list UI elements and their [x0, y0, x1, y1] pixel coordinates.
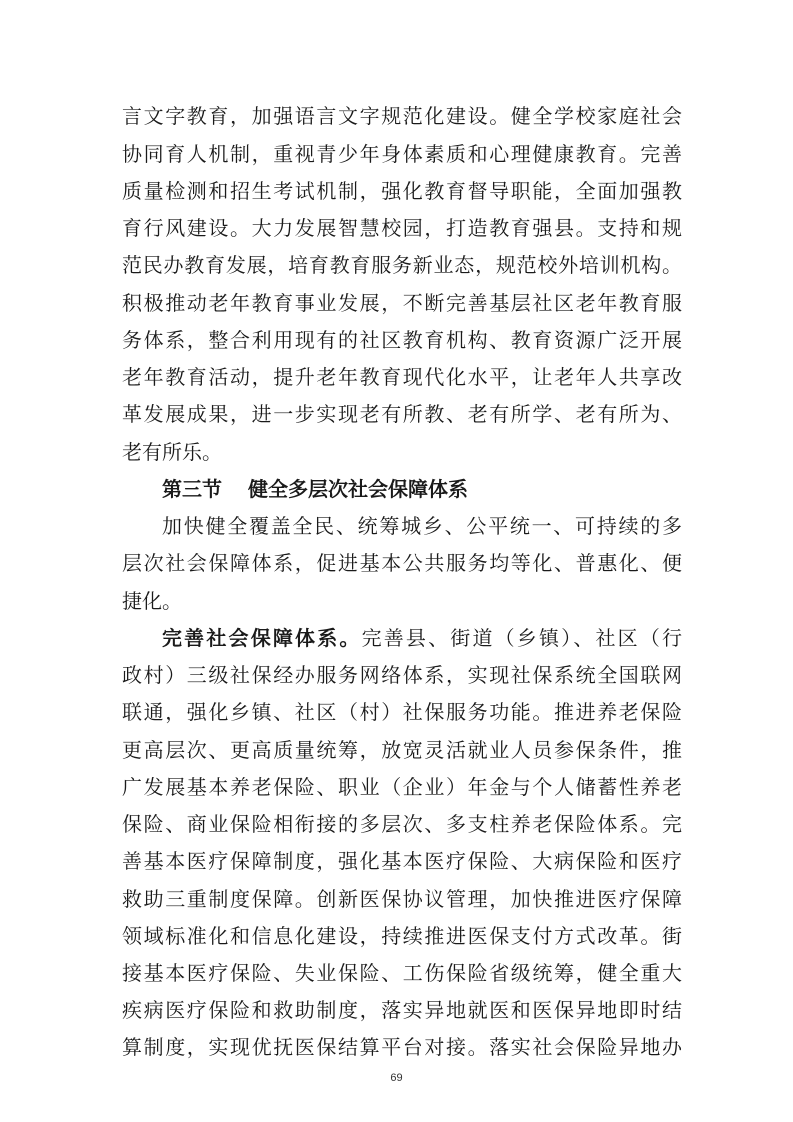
text-line: 革发展成果，进一步实现老有所教、老有所学、老有所为、: [122, 402, 682, 426]
section-heading: [162, 471, 468, 507]
paragraph-lead: 完善社会保障体系。: [162, 626, 362, 650]
paragraph-lead-rest: 完善县、街道（乡镇）、社区（行: [361, 626, 683, 650]
text-line: 更高层次、更高质量统筹，放宽灵活就业人员参保条件，推: [122, 738, 682, 762]
text-line: 联通，强化乡镇、社区（村）社保服务功能。推进养老保险: [122, 700, 682, 724]
text-line: 层次社会保障体系，促进基本公共服务均等化、普惠化、便: [122, 551, 682, 575]
text-line: 广发展基本养老保险、职业（企业）年金与个人储蓄性养老: [122, 775, 682, 799]
text-line: 政村）三级社保经办服务网络体系，实现社保系统全国联网: [122, 663, 682, 687]
text-line: 言文字教育，加强语言文字规范化建设。健全学校家庭社会: [122, 104, 682, 128]
text-line: 算制度，实现优抚医保结算平台对接。落实社会保险异地办: [122, 1035, 682, 1059]
text-line: 老有所乐。: [122, 440, 222, 464]
text-line: 接基本医疗保险、失业保险、工伤保险省级统筹，健全重大: [122, 961, 682, 985]
text-line: 质量检测和招生考试机制，强化教育督导职能，全面加强教: [122, 179, 682, 203]
section-number: 第三节: [162, 477, 222, 501]
text-line: 疾病医疗保险和救助制度，落实异地就医和医保异地即时结: [122, 998, 682, 1022]
section-title: 健全多层次社会保障体系: [248, 477, 468, 501]
text-line: 积极推动老年教育事业发展，不断完善基层社区老年教育服: [122, 291, 682, 315]
text-line: 老年教育活动，提升老年教育现代化水平，让老年人共享改: [122, 365, 682, 389]
text-line: 捷化。: [122, 589, 182, 613]
text-line: 协同育人机制，重视青少年身体素质和心理健康教育。完善: [122, 142, 682, 166]
text-line: [162, 620, 682, 656]
text-line: 务体系，整合利用现有的社区教育机构、教育资源广泛开展: [122, 328, 682, 352]
text-line: 育行风建设。大力发展智慧校园，打造教育强县。支持和规: [122, 216, 682, 240]
page-number: 69: [390, 1072, 403, 1084]
text-line: 善基本医疗保障制度，强化基本医疗保险、大病保险和医疗: [122, 849, 682, 873]
text-line: 救助三重制度保障。创新医保协议管理，加快推进医疗保障: [122, 887, 682, 911]
text-line: 加快健全覆盖全民、统筹城乡、公平统一、可持续的多: [162, 514, 682, 538]
text-line: 保险、商业保险相衔接的多层次、多支柱养老保险体系。完: [122, 812, 682, 836]
text-line: 范民办教育发展，培育教育服务新业态，规范校外培训机构。: [122, 253, 682, 277]
text-line: 领域标准化和信息化建设，持续推进医保支付方式改革。街: [122, 924, 682, 948]
